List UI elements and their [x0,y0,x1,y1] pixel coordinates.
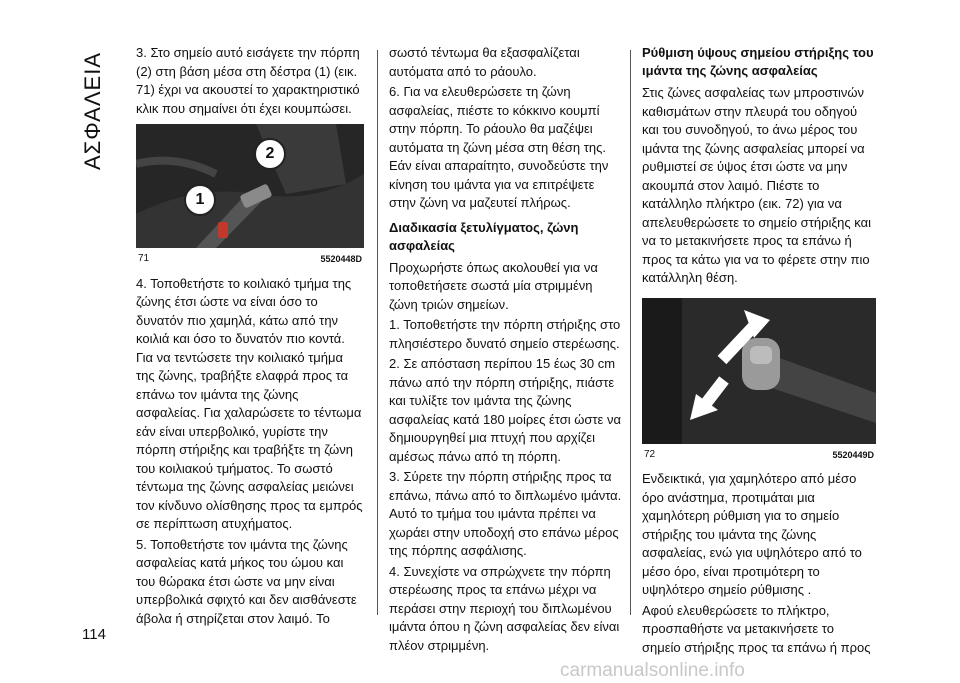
paragraph-step-2: 2. Σε απόσταση περίπου 15 έως 30 cm πάνω από την πόρπη στήριξης, πιάστε και τυλίξτε τον ιμάντα της ζώνης ασφαλείας κατά 180 μοίρες έτσι ώστε να δημιουργηθεί μια πτυχή που αρχίζει αμέσως πάνω από τη πόρπη. [389,356,621,464]
paragraph-step-3: 3. Σύρετε την πόρπη στήριξης προς τα επάνω, πάνω από το διπλωμένο ιμάντα. Αυτό το τμήμα του ιμάντα πρέπει να χωράει στην υποδοχή στο επάνω μέρος της πόρπης ασφάλισης. [389,469,622,558]
paragraph-recommendation: Ενδεικτικά, για χαμηλότερο από μέσο όρο ανάστημα, προτιμάται μια χαμηλότερη ρύθμιση για το σημείο στήριξης του ιμάντα της ζώνης ασφαλείας, ενώ για υψηλότερο από το μέσο όρο, είναι προτιμότερη το υψηλότερο σημείο ρύθμισης . [642,471,862,597]
section-title-text: ΑΣΦΑΛΕΙΑ [80,51,105,171]
paragraph-step-4: 4. Συνεχίστε να σπρώχνετε την πόρπη στερέωσης προς τα επάνω μέχρι να περάσει στην περιοχή του διπλωμένου ιμάντα όπου η ζώνη ασφαλείας δεν είναι πλέον στριμμένη. [389,563,620,653]
column-3 [642,44,876,659]
column-divider [377,50,378,615]
column-divider [630,50,631,615]
figure-code: 5520449D [832,449,874,460]
figure-number: 71 [138,253,150,264]
section-heading-untwisting: Διαδικασία ξετυλίγματος, ζώνη ασφαλείας [389,219,579,253]
figure-code: 5520448D [320,254,362,264]
figure-number: 72 [644,448,656,460]
figure-caption [136,250,364,269]
column-2 [389,44,623,657]
paragraph-intro: Προχωρήστε όπως ακολουθεί για να τοποθετήσετε σωστά μία στριμμένη ζώνη τριών σημείων. [389,259,598,312]
figure-71 [136,124,364,269]
section-heading-height-adjust: Ρύθμιση ύψους σημείου στήριξης του ιμάντα της ζώνης ασφαλείας [642,45,874,78]
seatbelt-buckle-illustration [136,124,364,248]
callout-2: 2 [254,138,286,170]
paragraph-step-6: 6. Για να ελευθερώσετε τη ζώνη ασφαλείας, πιέστε το κόκκινο κουμπί στην πόρπη. Το ράουλο θα μαζέψει αυτόματα τη ζώνη μέσα στη θέση της. Εάν είναι απαραίτητο, συνοδεύστε την κίνηση του ιμάντα για να επιτρέψετε στην ζώνη να μαζευτεί πλήρως. [389,84,609,210]
paragraph-continued: σωστό τέντωμα θα εξασφαλίζεται αυτόματα από το ράουλο. [389,45,580,79]
belt-anchor-image [642,298,876,444]
paragraph-step-3: 3. Στο σημείο αυτό εισάγετε την πόρπη (2) στη βάση μέσα στη δέστρα (1) (εικ. 71) έχρι να ακουστεί το χαρακτηριστικό κλικ που σημαίνει ότι έχει κουμπώσει. [136,45,360,116]
paragraph-step-4: 4. Τοποθετήστε το κοιλιακό τμήμα της ζώνης έτσι ώστε να είναι όσο το δυνατόν πιο χαμηλά, κάτω από την κοιλιά και όσο το δυνατόν πιο κοντά. Για να τεντώσετε την κοιλιακό τμήμα της ζώνης, τραβήξτε ελαφρά προς τα επάνω τον ιμάντα της ζώνης ασφαλείας. Για χαλαρώσετε το τέντωμα εάν είναι υπερβολικό, γυρίστε την πόρπη στήριξης και τραβήξτε τη ζώνη του κοιλιακού τμήματος. Το σωστό τέντωμα της ζώνης ασφαλείας μειώνει τον κίνδυνο ολίσθησης προς τα εμπρός σε περίπτωση ατυχήματος. [136,275,363,531]
callout-1: 1 [184,184,216,216]
column-1 [136,44,364,630]
page-number: 114 [82,626,106,643]
paragraph-release: Αφού ελευθερώσετε το πλήκτρο, προσπαθήστε να μετακινήσετε το σημείο στήριξης προς τα επάνω ή προς [642,602,871,655]
section-title [78,46,108,176]
watermark: carmanualsonline.info [560,660,745,681]
paragraph-height-adjust: Στις ζώνες ασφαλείας των μπροστινών καθισμάτων στην πλευρά του οδηγού και του συνοδηγού, το άνω μέρος του ιμάντα της ζώνης ασφαλείας μπορεί να ρυθμιστεί σε ύψος έτσι ώστε να μην ακουμπά στον λαιμό. Πιέστε το κατάλληλο πλήκτρο (εικ. 72) για να απελευθερώσετε το σημείο στήριξης και να το μετακινήσετε προς τα επάνω ή προς τα κάτω για να το φέρετε στην πιο κατάλληλη θέση. [642,85,872,285]
paragraph-step-1: 1. Τοποθετήστε την πόρπη στήριξης στο πλησιέστερο δυνατό σημείο στερέωσης. [389,317,621,351]
figure-caption [642,446,876,465]
seatbelt-buckle-image [136,124,364,248]
figure-72 [642,298,876,465]
belt-height-adjuster-illustration [642,298,876,444]
paragraph-step-5: 5. Τοποθετήστε τον ιμάντα της ζώνης ασφαλείας κατά μήκος του ώμου και του θώρακα έτσι ώστε να μην είναι υπερβολικά σφιχτό και δεν αισθάνεστε άβολα ή στηρίζεται στον λαιμό. Το [136,536,357,626]
